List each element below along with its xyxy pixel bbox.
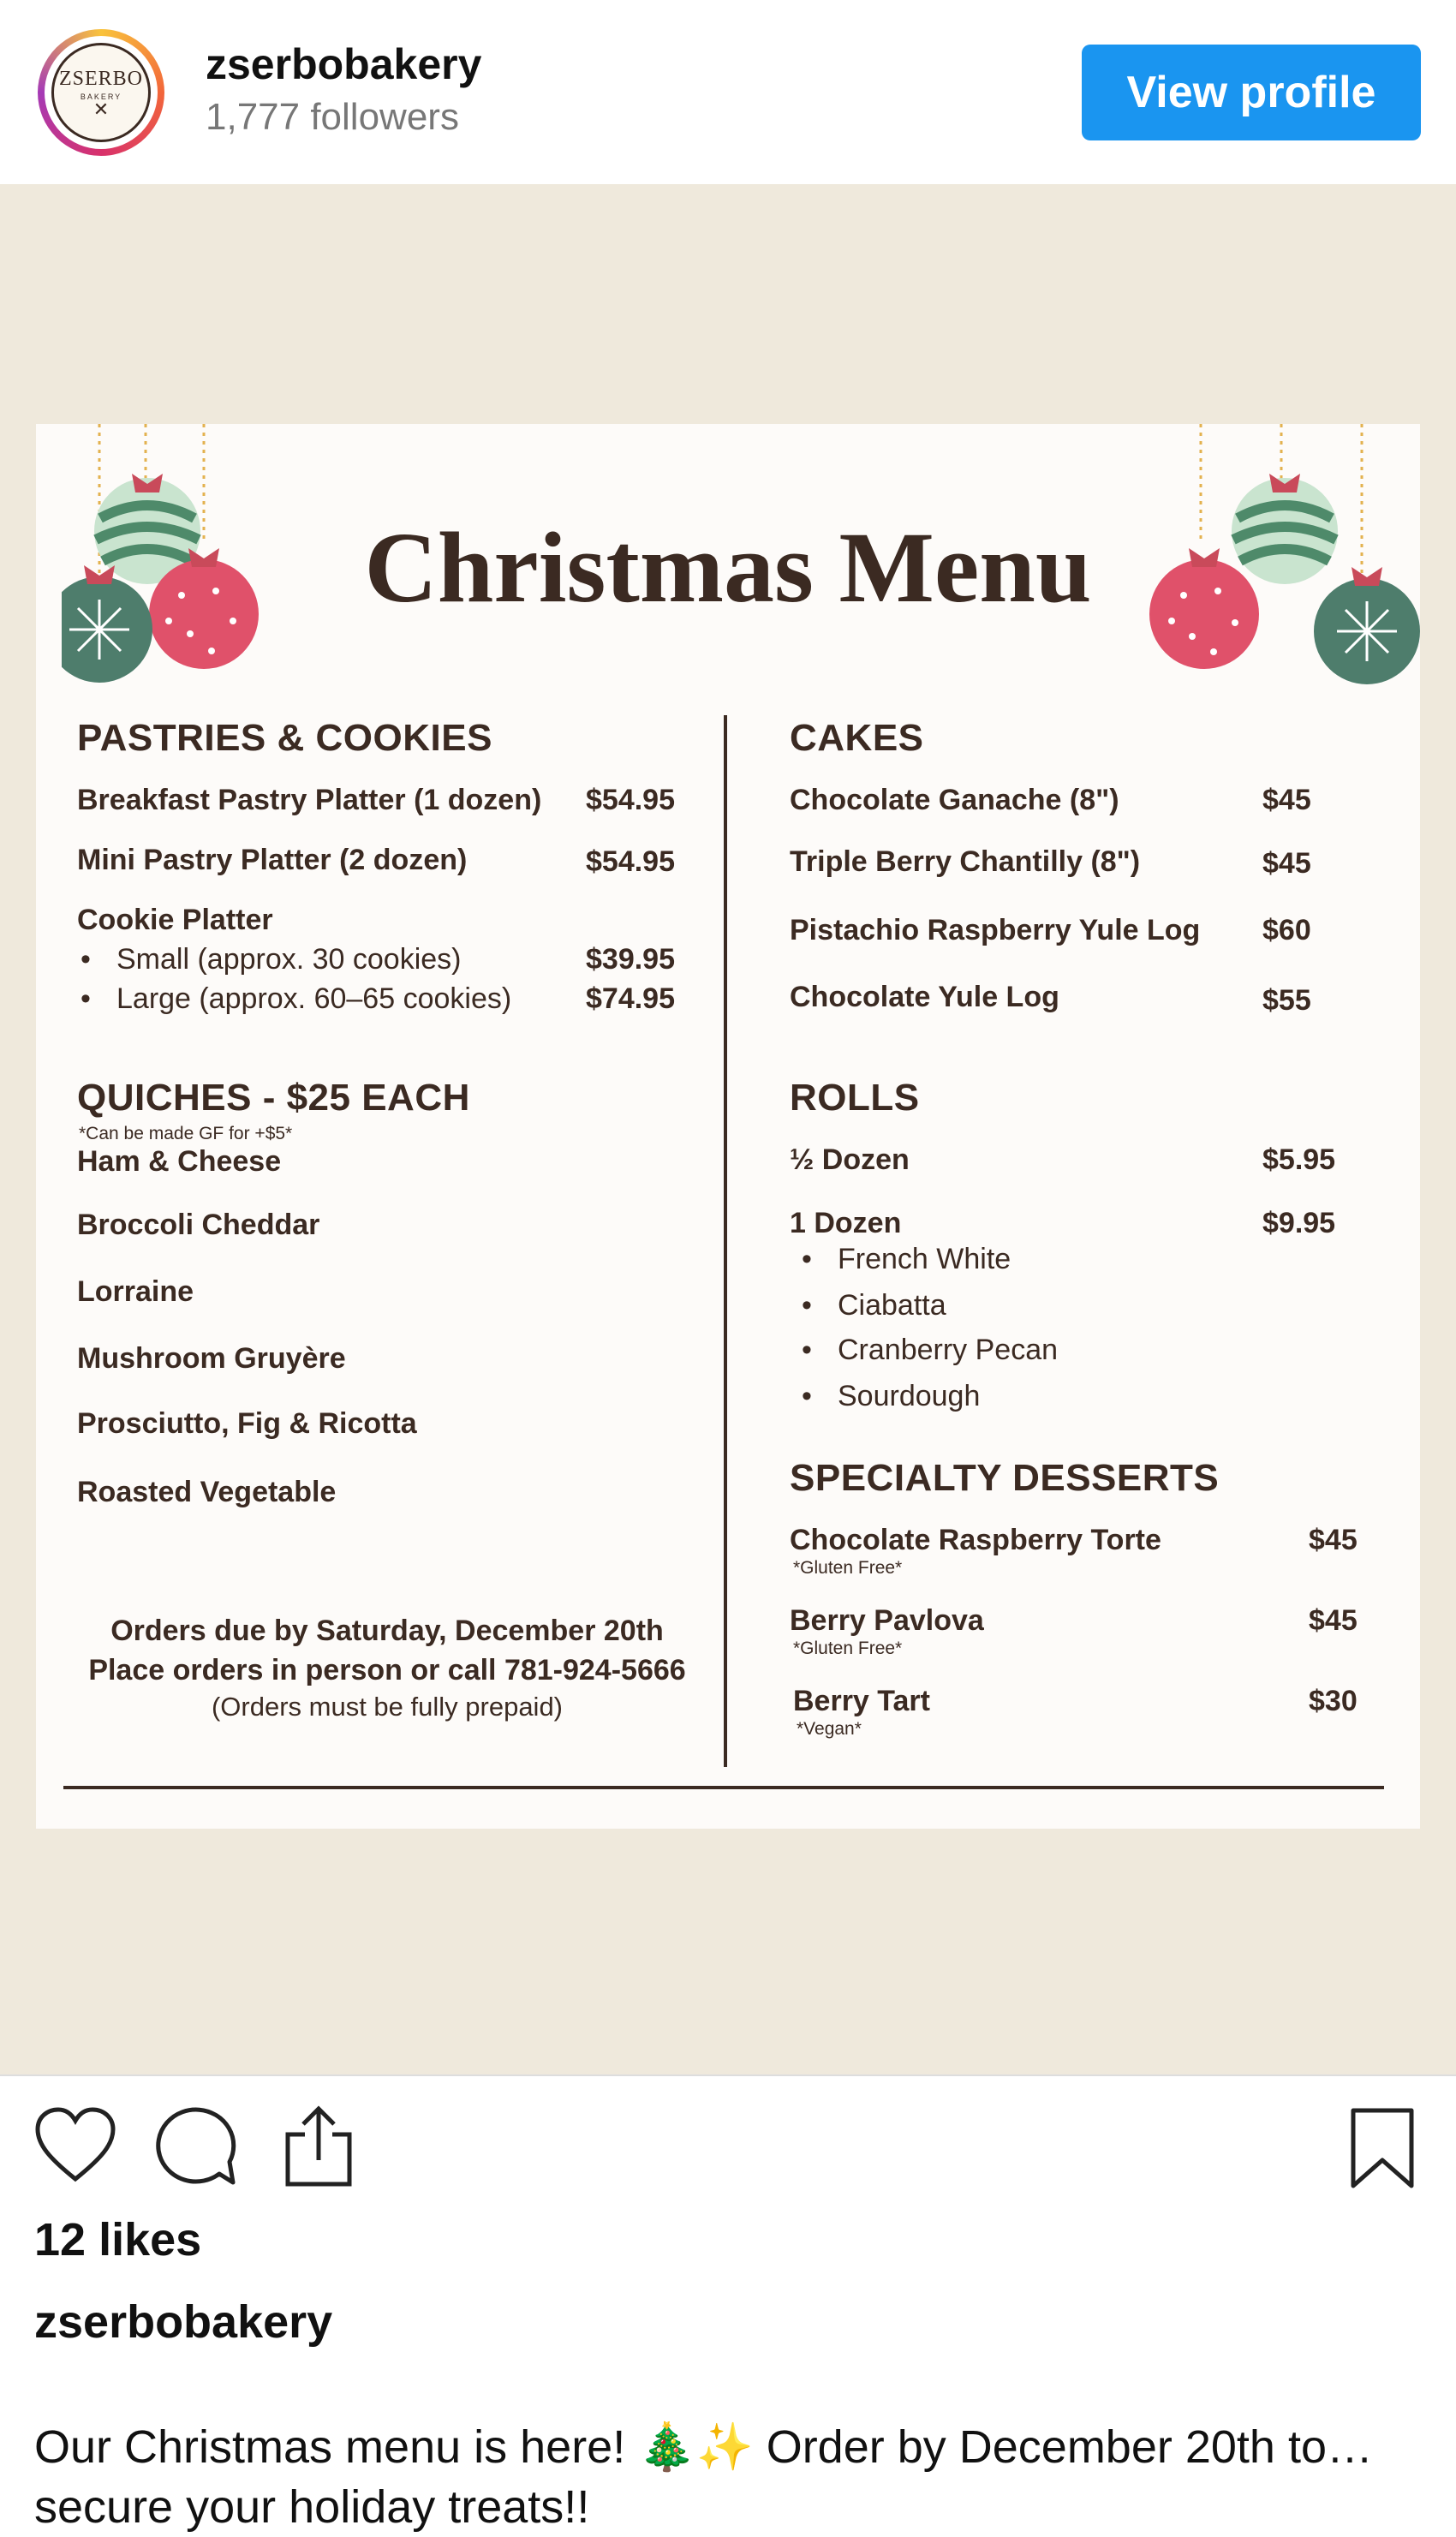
menu-item: Cookie Platter xyxy=(77,904,273,936)
dietary-note: *Vegan* xyxy=(797,1719,862,1739)
view-profile-button[interactable]: View profile xyxy=(1082,45,1421,140)
menu-item: Berry Tart xyxy=(793,1685,930,1717)
menu-item: 1 Dozen xyxy=(790,1207,902,1239)
menu-title: Christmas Menu xyxy=(364,511,1092,624)
avatar[interactable] xyxy=(38,29,164,156)
roll-variety: French White xyxy=(838,1243,1011,1275)
menu-item: Mushroom Gruyère xyxy=(77,1342,346,1375)
post-caption: Our Christmas menu is here! 🎄✨ Order by December 20th to… secure your holiday treats!! xyxy=(34,2421,1373,2533)
menu-price: $54.95 xyxy=(586,784,675,816)
menu-price: $30 xyxy=(1309,1685,1358,1717)
roll-variety: Ciabatta xyxy=(838,1289,946,1322)
menu-price: $74.95 xyxy=(586,982,675,1015)
quiches-heading: QUICHES - $25 EACH xyxy=(77,1077,470,1119)
profile-username[interactable]: zserbobakery xyxy=(206,40,482,88)
menu-card xyxy=(36,424,1420,1829)
orders-due: Orders due by Saturday, December 20th xyxy=(110,1615,664,1647)
bottom-rule xyxy=(63,1786,1384,1789)
menu-item: ½ Dozen xyxy=(790,1143,910,1176)
roll-variety: Cranberry Pecan xyxy=(838,1334,1059,1366)
bakery-logo: ZSERBO BAKERY ✕ xyxy=(51,43,151,142)
like-count[interactable]: 12 likes xyxy=(34,2214,202,2265)
orders-contact: Place orders in person or call 781-924-5666 xyxy=(88,1654,686,1686)
menu-item: Breakfast Pastry Platter (1 dozen) xyxy=(77,784,542,816)
bullet-icon: • xyxy=(802,1243,812,1275)
bullet-icon: • xyxy=(802,1289,812,1322)
menu-item: Lorraine xyxy=(77,1275,194,1308)
menu-price: $54.95 xyxy=(586,845,675,878)
menu-item: Chocolate Yule Log xyxy=(790,981,1059,1013)
dietary-note: *Gluten Free* xyxy=(793,1639,903,1658)
bullet-icon: • xyxy=(802,1380,812,1412)
post-image[interactable] xyxy=(0,184,1456,2074)
pastries-heading: PASTRIES & COOKIES xyxy=(77,717,492,759)
menu-item: Mini Pastry Platter (2 dozen) xyxy=(77,844,468,876)
cakes-heading: CAKES xyxy=(790,717,924,759)
follower-count: 1,777 followers xyxy=(206,96,459,138)
menu-option: Small (approx. 30 cookies) xyxy=(116,943,462,976)
menu-item: Chocolate Raspberry Torte xyxy=(790,1524,1161,1556)
menu-price: $60 xyxy=(1262,914,1311,946)
menu-item: Prosciutto, Fig & Ricotta xyxy=(77,1407,417,1440)
whisk-icon: ✕ xyxy=(92,98,110,120)
rolls-heading: ROLLS xyxy=(790,1077,920,1119)
menu-price: $55 xyxy=(1262,984,1311,1017)
post-actions xyxy=(0,2074,1456,2533)
column-divider xyxy=(724,715,727,1767)
menu-price: $9.95 xyxy=(1262,1207,1336,1239)
bookmark-icon[interactable] xyxy=(1348,2107,1417,2189)
menu-item: Chocolate Ganache (8") xyxy=(790,784,1119,816)
menu-price: $45 xyxy=(1309,1524,1358,1556)
menu-item: Berry Pavlova xyxy=(790,1604,984,1637)
bullet-icon: • xyxy=(802,1334,812,1366)
menu-price: $5.95 xyxy=(1262,1143,1336,1176)
caption-username[interactable]: zserbobakery xyxy=(34,2296,333,2348)
menu-price: $45 xyxy=(1309,1604,1358,1637)
menu-price: $45 xyxy=(1262,784,1311,816)
menu-item: Ham & Cheese xyxy=(77,1145,282,1178)
comment-icon[interactable] xyxy=(154,2105,240,2188)
quiches-note: *Can be made GF for +$5* xyxy=(79,1124,293,1143)
menu-option: Large (approx. 60–65 cookies) xyxy=(116,982,512,1015)
menu-item: Pistachio Raspberry Yule Log xyxy=(790,914,1201,946)
desserts-heading: SPECIALTY DESSERTS xyxy=(790,1457,1220,1499)
bullet-icon: • xyxy=(81,982,91,1015)
menu-item: Broccoli Cheddar xyxy=(77,1209,320,1241)
post-header xyxy=(0,0,1456,184)
dietary-note: *Gluten Free* xyxy=(793,1558,903,1578)
menu-item: Roasted Vegetable xyxy=(77,1476,337,1508)
heart-icon[interactable] xyxy=(33,2105,118,2184)
bullet-icon: • xyxy=(81,943,91,976)
roll-variety: Sourdough xyxy=(838,1380,981,1412)
menu-price: $45 xyxy=(1262,847,1311,880)
orders-prepaid: (Orders must be fully prepaid) xyxy=(211,1692,564,1722)
menu-price: $39.95 xyxy=(586,943,675,976)
menu-item: Triple Berry Chantilly (8") xyxy=(790,845,1141,878)
share-icon[interactable] xyxy=(279,2104,358,2189)
